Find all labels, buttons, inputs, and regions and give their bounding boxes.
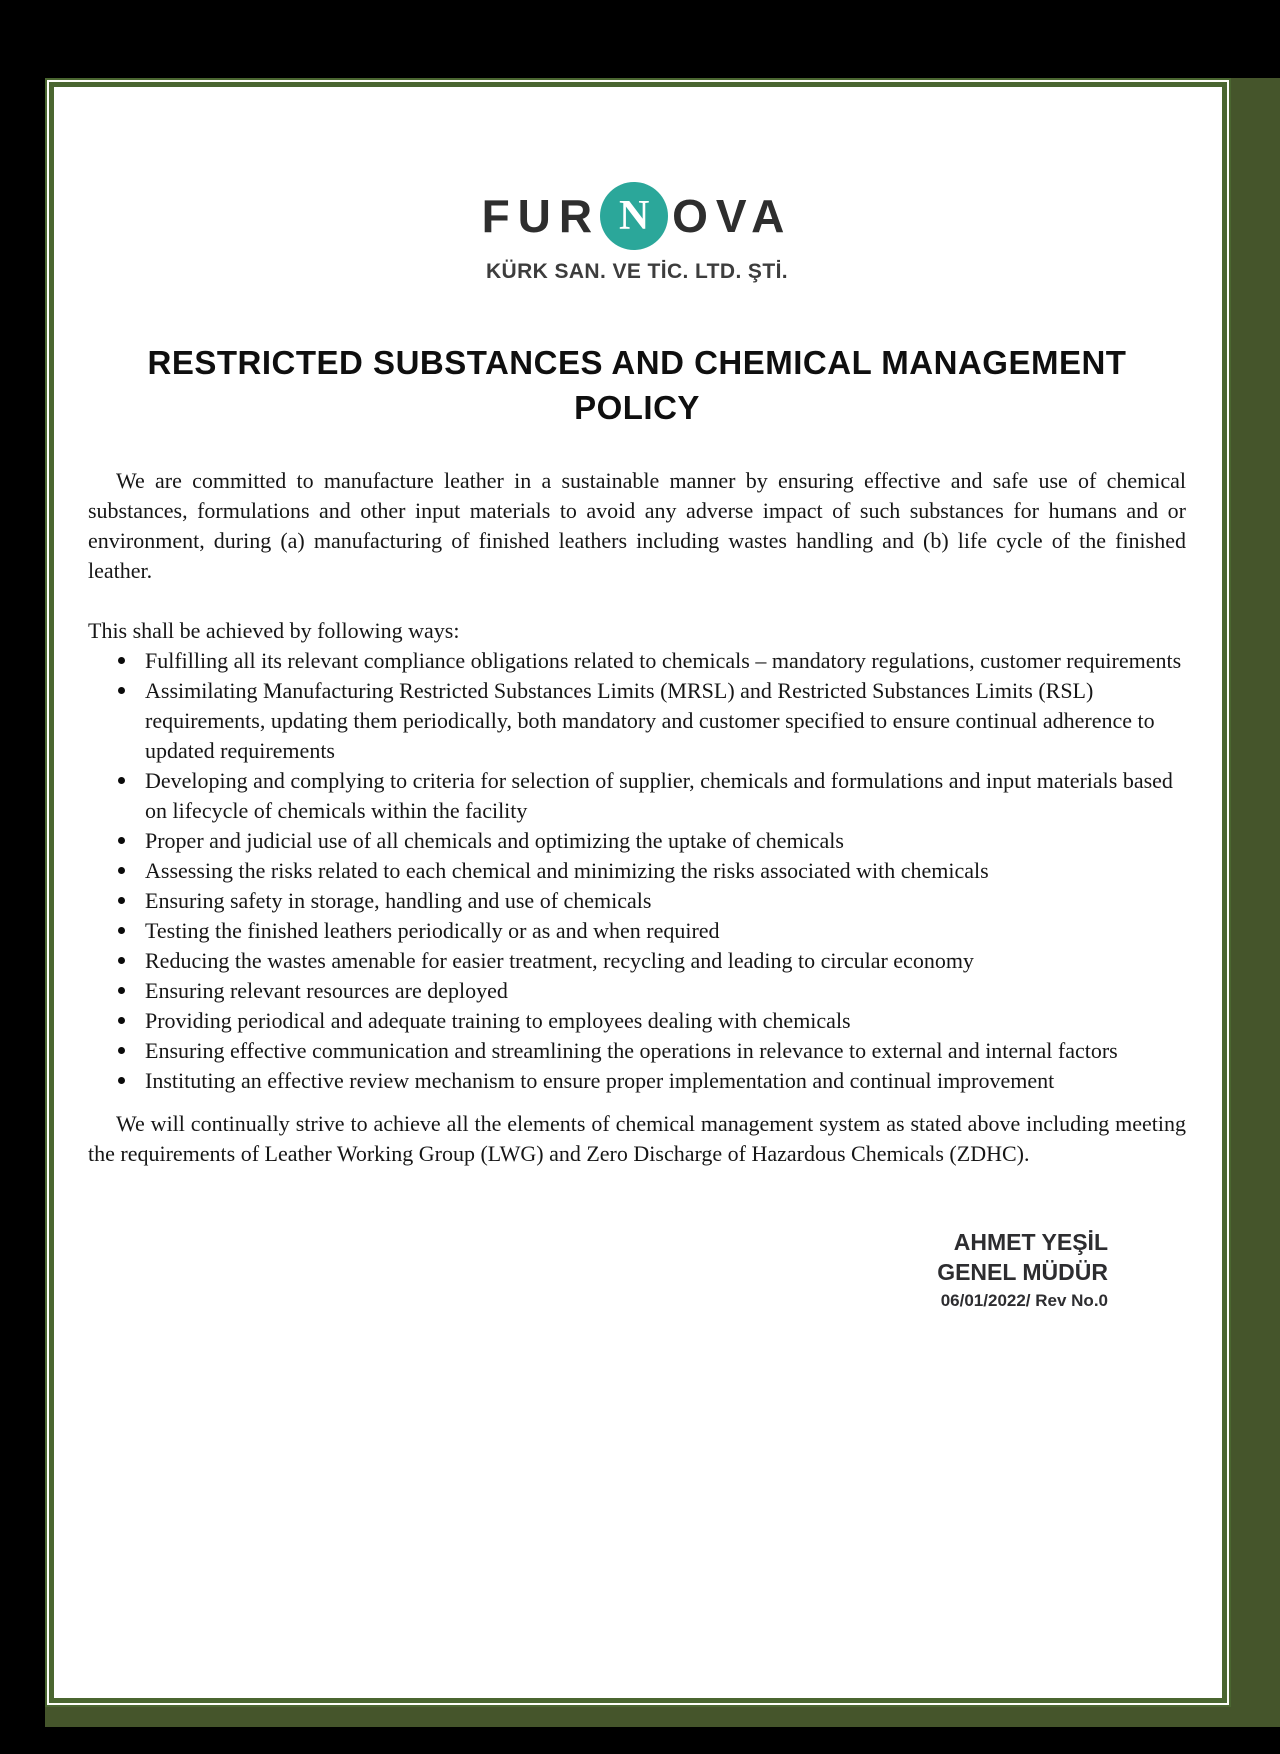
bullet-icon bbox=[118, 657, 125, 664]
bullet-icon bbox=[118, 867, 125, 874]
logo-n-badge-icon bbox=[600, 182, 668, 250]
bullet-icon bbox=[118, 897, 125, 904]
bullet-text: Fulfilling all its relevant compliance obligations related to chemicals – mandatory regulations, customer requirements bbox=[145, 648, 1182, 673]
bullet-text: Reducing the wastes amenable for easier treatment, recycling and leading to circular economy bbox=[145, 948, 974, 973]
bullet-icon bbox=[118, 1077, 125, 1084]
logo-text-ova: OVA bbox=[672, 190, 793, 242]
list-intro: This shall be achieved by following ways: bbox=[88, 618, 460, 643]
intro-paragraph: We are committed to manufacture leather in a sustainable manner by ensuring effective and safe use of chemical substances, formulations and other input materials to avoid any adverse impact of such substances for humans and or environment, during (a) manufacturing of finished leathers including wastes handling and (b) life cycle of the finished leather. bbox=[88, 468, 1186, 583]
document-title: RESTRICTED SUBSTANCES AND CHEMICAL MANAGEMENT POLICY bbox=[147, 344, 1127, 426]
bullet-icon bbox=[118, 957, 125, 964]
logo-n-letter: N bbox=[618, 193, 650, 239]
signatory-name: AHMET YEŞİL bbox=[953, 1229, 1108, 1255]
document-page bbox=[45, 78, 1231, 1707]
policy-bullet-item bbox=[88, 946, 1186, 976]
company-name: KÜRK SAN. VE TİC. LTD. ŞTİ. bbox=[485, 260, 789, 283]
logo-wordmark bbox=[88, 180, 1186, 252]
bullet-icon bbox=[118, 687, 125, 694]
document-content bbox=[88, 87, 1186, 1313]
policy-bullet-item bbox=[88, 676, 1186, 766]
bullet-text: Assimilating Manufacturing Restricted Substances Limits (MRSL) and Restricted Substances Limits (RSL) requirements, updating them periodically, both mandatory and customer specified to ensure continual adherence to updated requirements bbox=[145, 678, 1155, 763]
bullet-icon bbox=[118, 987, 125, 994]
bullet-icon bbox=[118, 1047, 125, 1054]
bullet-text: Ensuring effective communication and streamlining the operations in relevance to external and internal factors bbox=[145, 1038, 1118, 1063]
bullet-icon bbox=[118, 837, 125, 844]
bullet-text: Ensuring relevant resources are deployed bbox=[145, 978, 508, 1003]
document-page-border bbox=[49, 82, 1227, 1703]
policy-bullet-item bbox=[88, 886, 1186, 916]
company-logo bbox=[88, 180, 1186, 284]
signature-block bbox=[88, 1227, 1186, 1313]
bullet-text: Testing the finished leathers periodically or as and when required bbox=[145, 918, 720, 943]
policy-bullet-item bbox=[88, 1036, 1186, 1066]
policy-bullet-item bbox=[88, 826, 1186, 856]
bullet-text: Providing periodical and adequate training to employees dealing with chemicals bbox=[145, 1008, 851, 1033]
bullet-icon bbox=[118, 1017, 125, 1024]
policy-bullet-item bbox=[88, 766, 1186, 826]
bullet-text: Ensuring safety in storage, handling and use of chemicals bbox=[145, 888, 652, 913]
closing-paragraph: We will continually strive to achieve all the elements of chemical management system as stated above including meeting the requirements of Leather Working Group (LWG) and Zero Discharge of Hazardous Chemicals (ZDHC). bbox=[88, 1111, 1186, 1166]
bullet-text: Proper and judicial use of all chemicals and optimizing the uptake of chemicals bbox=[145, 828, 844, 853]
policy-bullet-item bbox=[88, 646, 1186, 676]
logo-text-fur: FUR bbox=[481, 190, 601, 242]
bullet-icon bbox=[118, 777, 125, 784]
signatory-role: GENEL MÜDÜR bbox=[937, 1259, 1108, 1285]
revision-date: 06/01/2022/ Rev No.0 bbox=[940, 1291, 1108, 1310]
bullet-text: Developing and complying to criteria for selection of supplier, chemicals and formulations and input materials based on lifecycle of chemicals within the facility bbox=[145, 768, 1173, 823]
bullet-text: Instituting an effective review mechanism to ensure proper implementation and continual improvement bbox=[145, 1068, 1055, 1093]
policy-bullet-item bbox=[88, 1066, 1186, 1096]
policy-bullet-item bbox=[88, 916, 1186, 946]
policy-bullet-item bbox=[88, 976, 1186, 1006]
policy-bullet-item bbox=[88, 1006, 1186, 1036]
bullet-icon bbox=[118, 927, 125, 934]
policy-bullet-item bbox=[88, 856, 1186, 886]
bullet-text: Assessing the risks related to each chemical and minimizing the risks associated with chemicals bbox=[145, 858, 989, 883]
policy-bullet-list bbox=[88, 646, 1186, 1096]
